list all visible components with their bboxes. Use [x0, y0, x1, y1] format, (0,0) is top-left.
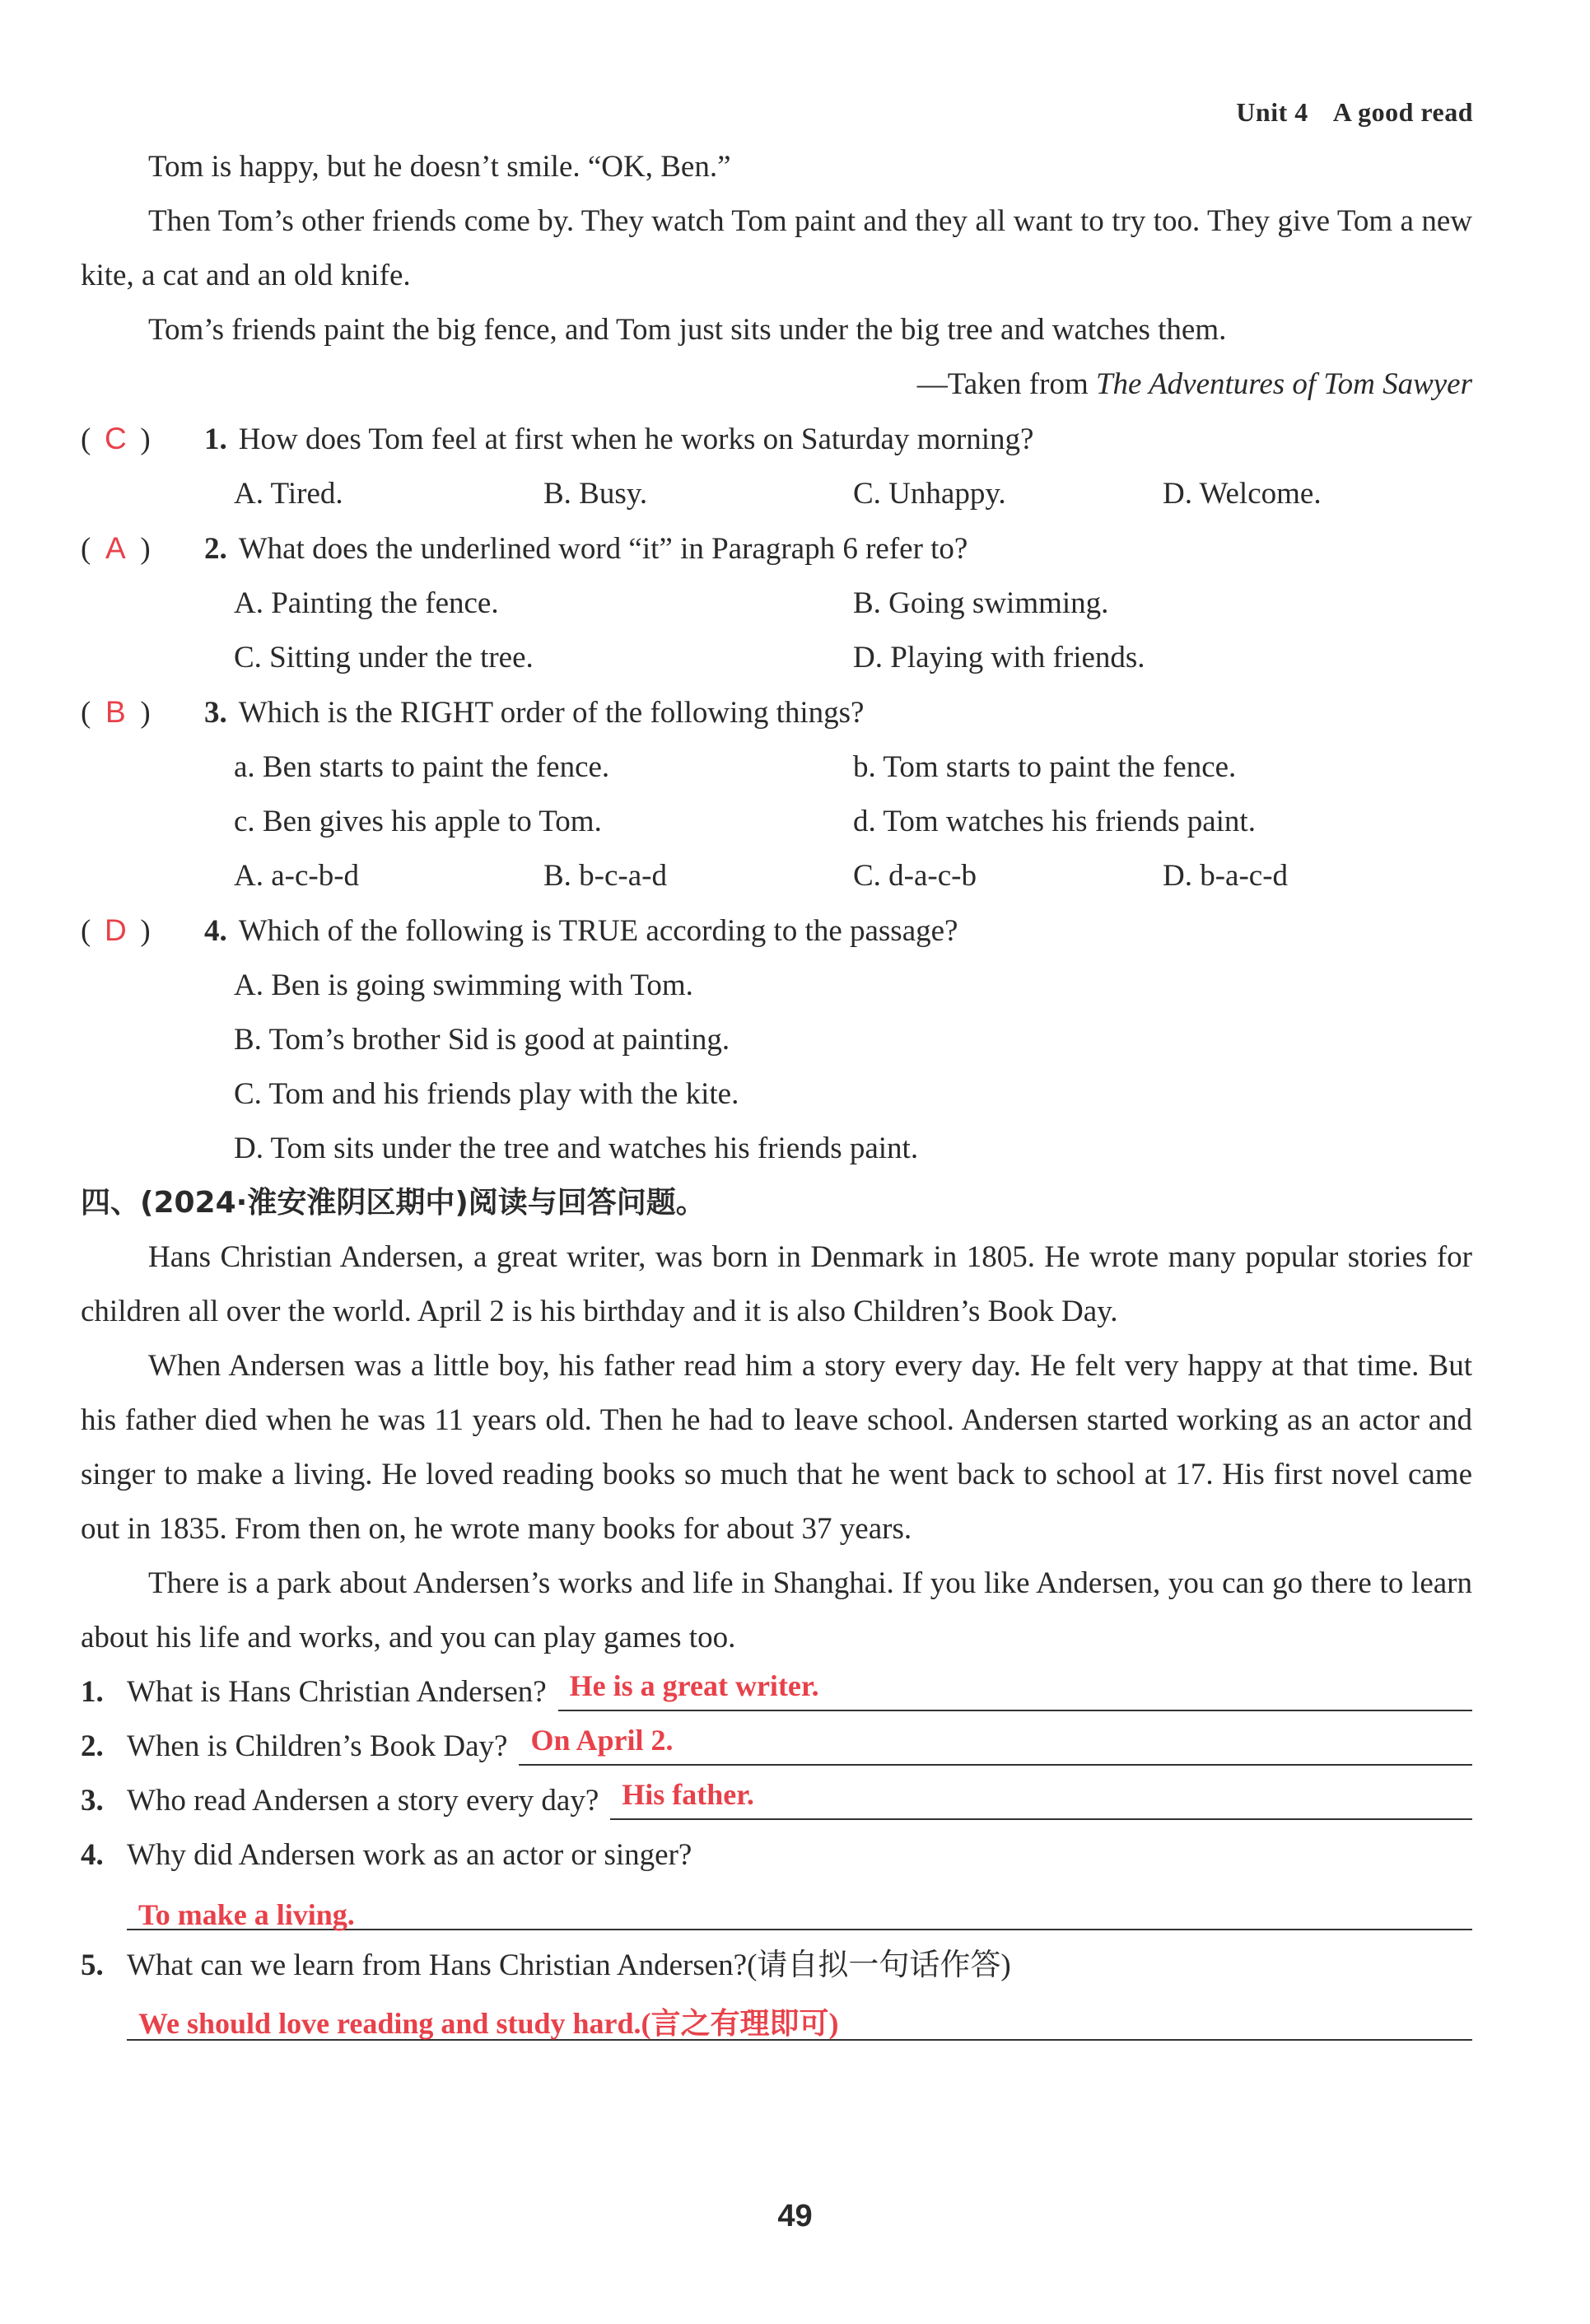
option: A. a-c-b-d	[234, 859, 360, 893]
question-text: How does Tom feel at first when he works on Saturday morning?	[238, 422, 1034, 456]
option: B. Tom’s brother Sid is good at painting.	[234, 1023, 730, 1057]
short-question-3: 3. Who read Andersen a story every day? His father.	[81, 1774, 1472, 1828]
option: A. Tired.	[234, 477, 343, 511]
event-item: a. Ben starts to paint the fence.	[234, 750, 610, 784]
options-row	[81, 467, 1472, 521]
question-text: When is Children’s Book Day?	[127, 1729, 508, 1763]
source-title: The Adventures of Tom Sawyer	[1095, 367, 1472, 401]
options-row	[81, 576, 1472, 631]
answer-text: We should love reading and study hard.(言之有理即可)	[138, 2007, 839, 2040]
answer-line[interactable]	[127, 1889, 1472, 1930]
answer-text: To make a living.	[138, 1898, 355, 1931]
option: D. b-a-c-d	[1163, 859, 1289, 893]
options-row	[81, 849, 1472, 903]
option: C. d-a-c-b	[853, 859, 977, 893]
passage-paragraph: Then Tom’s other friends come by. They watch Tom paint and they all want to try too. They give Tom a new kite, a cat and an old knife.	[81, 204, 1472, 292]
options-row	[81, 631, 1472, 685]
question-text: Who read Andersen a story every day?	[127, 1784, 599, 1818]
option: B. Going swimming.	[853, 586, 1109, 620]
page-content	[81, 140, 1472, 2049]
answer-letter: D	[104, 913, 127, 947]
option: A. Painting the fence.	[234, 586, 499, 620]
option: C. Tom and his friends play with the kite.	[234, 1077, 739, 1111]
option: D. Playing with friends.	[853, 641, 1145, 674]
answer-bracket: ( B )	[81, 685, 204, 740]
answer-bracket: ( C )	[81, 412, 204, 467]
option: D. Welcome.	[1163, 477, 1322, 511]
answer-line[interactable]	[127, 2000, 1472, 2041]
question-text: Which is the RIGHT order of the following things?	[238, 696, 865, 730]
question-text: Why did Andersen work as an actor or singer?	[127, 1838, 692, 1872]
answer-text: He is a great writer.	[569, 1669, 819, 1702]
answer-letter: A	[105, 531, 126, 565]
page-header	[1236, 97, 1473, 128]
option: A. Ben is going swimming with Tom.	[234, 968, 693, 1002]
passage-paragraph: Hans Christian Andersen, a great writer, was born in Denmark in 1805. He wrote many popular stories for children all over the world. April 2 is his birthday and it is also Children’s Book Day.	[81, 1240, 1472, 1328]
items-row	[81, 740, 1472, 795]
answer-letter: C	[104, 422, 127, 455]
option: C. Sitting under the tree.	[234, 641, 534, 674]
question-text: What does the underlined word “it” in Paragraph 6 refer to?	[238, 532, 968, 566]
passage-paragraph: When Andersen was a little boy, his father read him a story every day. He felt very happy at that time. But his father died when he was 11 years old. Then he had to leave school. Andersen started working as an actor and singer to make a living. He loved reading books so much that he went back to school at 17. His first novel came out in 1835. From then on, he wrote many books for about 37 years.	[81, 1349, 1472, 1546]
answer-text: On April 2.	[530, 1724, 674, 1757]
passage-paragraph: There is a park about Andersen’s works and life in Shanghai. If you like Andersen, you can go there to learn about his life and works, and you can play games too.	[81, 1566, 1472, 1654]
section-title: 四、(2024·淮安淮阴区期中)阅读与回答问题。	[81, 1186, 706, 1220]
question-text: What can we learn from Hans Christian Andersen?(请自拟一句话作答)	[127, 1948, 1011, 1982]
question-2: ( A ) 2. What does the underlined word “it” in Paragraph 6 refer to?	[81, 521, 1472, 576]
passage-attribution: —Taken from The Adventures of Tom Sawyer	[916, 367, 1472, 401]
short-question-4: 4. Why did Andersen work as an actor or singer?	[81, 1828, 1472, 1883]
unit-label: Unit 4	[1236, 97, 1308, 127]
option: D. Tom sits under the tree and watches his friends paint.	[234, 1132, 919, 1165]
answer-line[interactable]	[558, 1670, 1472, 1711]
answer-text: His father.	[622, 1778, 754, 1811]
short-question-1: 1. What is Hans Christian Andersen? He is a great writer.	[81, 1665, 1472, 1720]
event-item: c. Ben gives his apple to Tom.	[234, 805, 602, 838]
question-text: Which of the following is TRUE according to the passage?	[238, 914, 958, 948]
question-1: ( C ) 1. How does Tom feel at first when he works on Saturday morning?	[81, 412, 1472, 467]
answer-bracket: ( A )	[81, 521, 204, 576]
unit-title: A good read	[1332, 97, 1473, 127]
page-number: 49	[777, 2199, 813, 2233]
option: C. Unhappy.	[853, 477, 1006, 511]
answer-bracket: ( D )	[81, 903, 204, 959]
answer-line[interactable]	[519, 1724, 1472, 1766]
answer-line[interactable]	[610, 1779, 1472, 1820]
option: B. Busy.	[543, 477, 648, 511]
event-item: b. Tom starts to paint the fence.	[853, 750, 1237, 784]
short-question-2: 2. When is Children’s Book Day? On April 2.	[81, 1720, 1472, 1774]
passage-paragraph: Tom is happy, but he doesn’t smile. “OK, Ben.”	[148, 150, 731, 184]
question-3: ( B ) 3. Which is the RIGHT order of the following things?	[81, 685, 1472, 740]
event-item: d. Tom watches his friends paint.	[853, 805, 1256, 838]
items-row	[81, 795, 1472, 849]
option: B. b-c-a-d	[543, 859, 667, 893]
answer-letter: B	[105, 695, 126, 729]
short-question-5: 5. What can we learn from Hans Christian Andersen?(请自拟一句话作答)	[81, 1939, 1472, 1993]
question-text: What is Hans Christian Andersen?	[127, 1675, 547, 1709]
question-4: ( D ) 4. Which of the following is TRUE according to the passage?	[81, 903, 1472, 959]
passage-paragraph: Tom’s friends paint the big fence, and Tom just sits under the big tree and watches them.	[148, 313, 1227, 347]
